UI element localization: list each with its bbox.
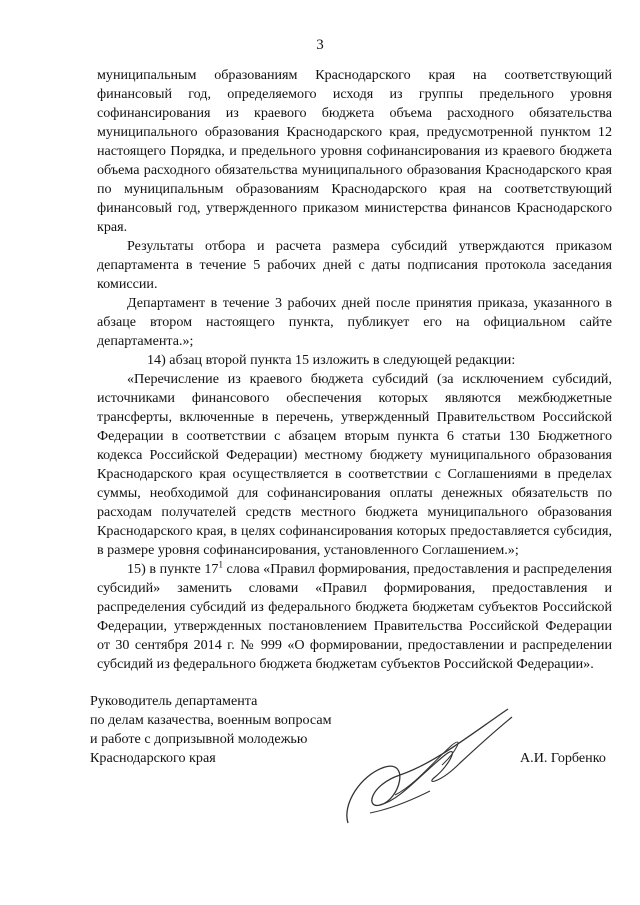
paragraph-results: Результаты отбора и расчета размера субсидий утверждаются приказом департамента в течение 5 рабочих дней с даты подписания протокола заседания комиссии. bbox=[97, 238, 612, 292]
signatory-line-4: Краснодарского края bbox=[90, 750, 216, 766]
signatory-line-2: по делам казачества, военным вопросам bbox=[90, 712, 332, 728]
signatory-line-1: Руководитель департамента bbox=[90, 693, 258, 709]
signatory-title bbox=[90, 692, 332, 768]
item-15-rest: слова «Правил формирования, предоставления и распределения субсидий» заменить словами «Правил формирования, предоставления и распределения субсидий из федерального бюджета бюджетам субъектов Российской Федерации, утвержденных постановлением Правительства Российской Федерации от 30 сентября 2014 г. № 999 «О формировании, предоставлении и распределении субсидий из федерального бюджета бюджетам субъектов Российской Федерации». bbox=[97, 561, 612, 672]
handwritten-signature bbox=[340, 705, 520, 830]
signatory-line-3: и работе с допризывной молодежью bbox=[90, 731, 308, 747]
signatory-name: А.И. Горбенко bbox=[520, 750, 606, 766]
item-14-heading: 14) абзац второй пункта 15 изложить в следующей редакции: bbox=[147, 352, 516, 368]
item-15-paragraph bbox=[97, 560, 612, 674]
paragraph-transfer: «Перечисление из краевого бюджета субсидий (за исключением субсидий, источниками финансового обеспечения которых являются межбюджетные трансферты, включенные в перечень, утвержденный Правительством Российской Федерации в соответствии с абзацем вторым пункта 6 статьи 130 Бюджетного кодекса Российской Федерации) местному бюджету муниципального образования Краснодарского края осуществляется в соответствии с Соглашениями в пределах суммы, необходимой для софинансирования оплаты денежных обязательств по расходам получателей средств местного бюджета муниципального образования Краснодарского края, в целях софинансирования которых предоставляется субсидия, в размере уровня софинансирования, установленного Соглашением.»; bbox=[97, 371, 612, 558]
paragraph-publication: Департамент в течение 3 рабочих дней после принятия приказа, указанного в абзаце втором настоящего пункта, публикует его на официальном сайте департамента.»; bbox=[97, 295, 612, 349]
document-body bbox=[97, 66, 612, 674]
page-number: 3 bbox=[316, 37, 324, 53]
item-15-superscript: 1 bbox=[218, 559, 223, 570]
paragraph-continuation: муниципальным образованиям Краснодарского края на соответствующий финансовый год, определяемого исходя из группы предельного уровня софинансирования из краевого бюджета объема расходного обязательства муниципального образования Краснодарского края, предусмотренной пунктом 12 настоящего Порядка, и предельного уровня софинансирования из краевого бюджета объема расходного обязательства муниципального образования Краснодарского края по муниципальным образованиям Краснодарского края на соответствующий финансовый год, утвержденного приказом министерства финансов Краснодарского края. bbox=[97, 67, 612, 235]
item-15-start: 15) в пункте 17 bbox=[127, 561, 219, 577]
